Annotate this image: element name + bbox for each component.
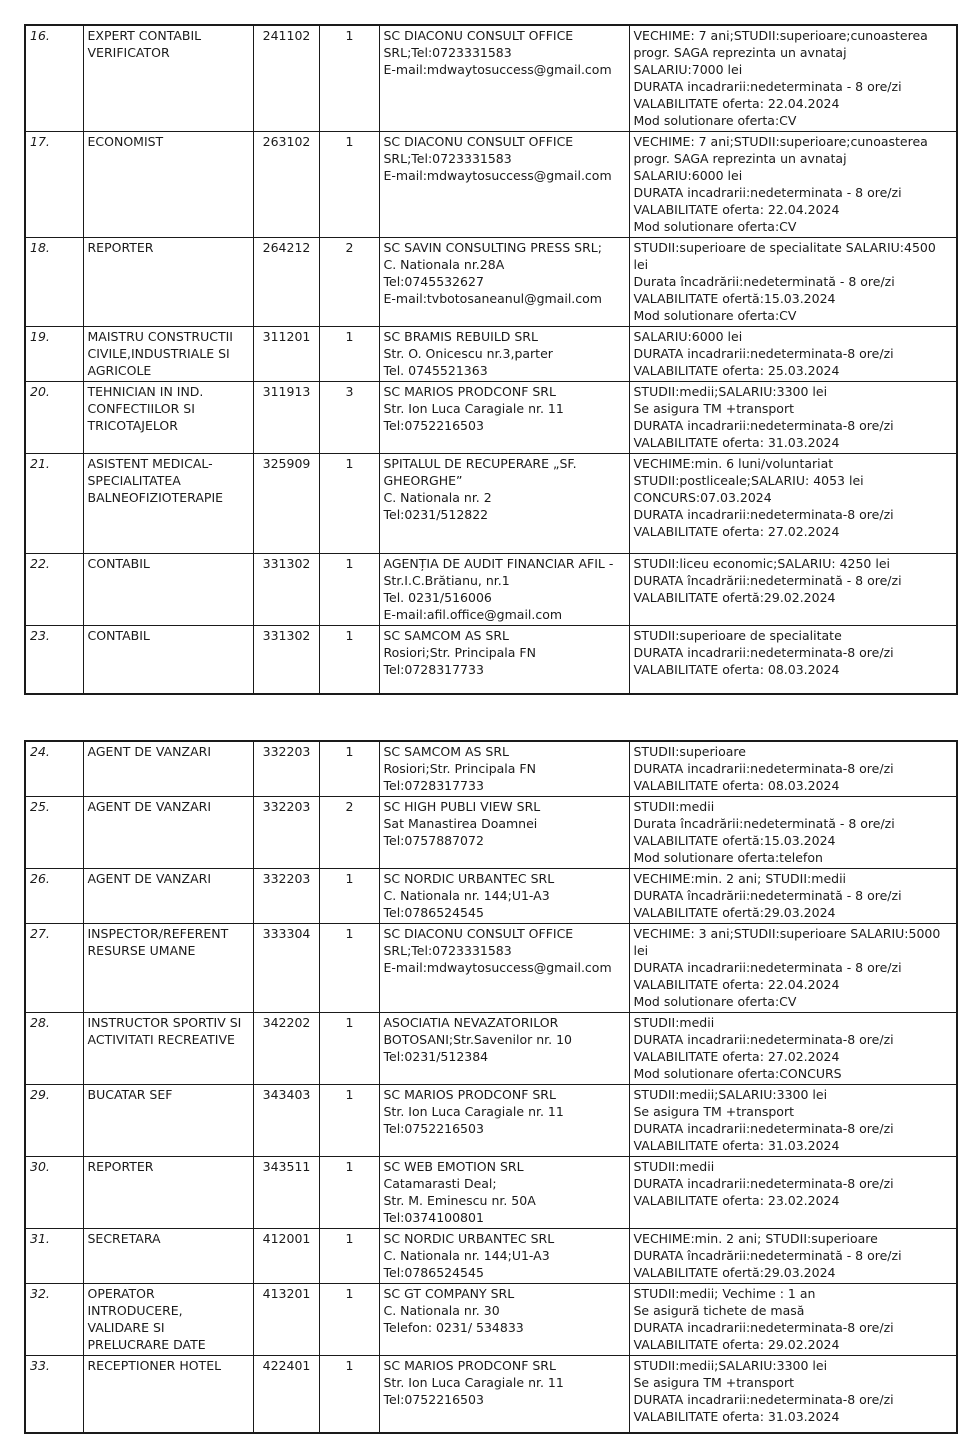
job-title: [83, 1084, 253, 1156]
employer-info: [379, 1355, 629, 1433]
vacancy-count: 1: [319, 132, 379, 238]
offer-details-line: DURATA incadrarii:nedeterminata-8 ore/zi: [634, 1175, 954, 1192]
offer-details-line: Se asigura TM +transport: [634, 400, 954, 417]
employer-info: [379, 1156, 629, 1228]
offer-details-line: VALABILITATE oferta: 31.03.2024: [634, 1137, 954, 1154]
offer-details: [629, 327, 957, 382]
table-row: [25, 327, 957, 382]
offer-details: [629, 1084, 957, 1156]
employer-info-line: GHEORGHE”: [384, 472, 626, 489]
row-number: 25.: [25, 796, 83, 868]
offer-details-line: Se asigura TM +transport: [634, 1103, 954, 1120]
employer-info-line: Sat Manastirea Doamnei: [384, 815, 626, 832]
offer-details-line: STUDII:liceu economic;SALARIU: 4250 lei: [634, 555, 954, 572]
occupation-code: 413201: [253, 1283, 319, 1355]
offer-details-line: CONCURS:07.03.2024: [634, 489, 954, 506]
offer-details-line: progr. SAGA reprezinta un avnataj: [634, 150, 954, 167]
occupation-code: 311913: [253, 382, 319, 454]
employer-info-line: Str.I.C.Brătianu, nr.1: [384, 572, 626, 589]
job-title: [83, 1228, 253, 1283]
employer-info-line: SC MARIOS PRODCONF SRL: [384, 383, 626, 400]
offer-details-line: SALARIU:6000 lei: [634, 167, 954, 184]
offer-details-line: VALABILITATE ofertă:15.03.2024: [634, 832, 954, 849]
employer-info-line: SC SAVIN CONSULTING PRESS SRL;: [384, 239, 626, 256]
job-title-line: EXPERT CONTABIL: [88, 27, 250, 44]
job-title: [83, 454, 253, 554]
offer-details-line: STUDII:superioare de specialitate: [634, 627, 954, 644]
job-title: [83, 382, 253, 454]
employer-info-line: SC DIACONU CONSULT OFFICE: [384, 27, 626, 44]
employer-info-line: Str. Ion Luca Caragiale nr. 11: [384, 1374, 626, 1391]
row-number: 19.: [25, 327, 83, 382]
employer-info-line: Tel:0728317733: [384, 661, 626, 678]
offer-details-line: VALABILITATE oferta: 27.02.2024: [634, 523, 954, 540]
row-number: 20.: [25, 382, 83, 454]
vacancy-count: 1: [319, 25, 379, 132]
job-title-line: SECRETARA: [88, 1230, 250, 1247]
vacancy-count: 2: [319, 238, 379, 327]
employer-info-line: Tel:0231/512822: [384, 506, 626, 523]
job-title-line: OPERATOR: [88, 1285, 250, 1302]
vacancy-count: 1: [319, 626, 379, 694]
offer-details-line: STUDII:postliceale;SALARIU: 4053 lei: [634, 472, 954, 489]
employer-info-line: SC BRAMIS REBUILD SRL: [384, 328, 626, 345]
occupation-code: 325909: [253, 454, 319, 554]
job-title-line: BALNEOFIZIOTERAPIE: [88, 489, 250, 506]
offer-details-line: DURATA incadrarii:nedeterminata - 8 ore/zi: [634, 959, 954, 976]
row-number: 21.: [25, 454, 83, 554]
employer-info-line: Str. O. Onicescu nr.3,parter: [384, 345, 626, 362]
occupation-code: 311201: [253, 327, 319, 382]
offer-details-line: VALABILITATE oferta: 22.04.2024: [634, 976, 954, 993]
employer-info: [379, 454, 629, 554]
employer-info-line: C. Nationala nr. 144;U1-A3: [384, 1247, 626, 1264]
vacancy-count: 1: [319, 1355, 379, 1433]
offer-details-line: VECHIME:min. 2 ani; STUDII:superioare: [634, 1230, 954, 1247]
offer-details: [629, 1355, 957, 1433]
employer-info: [379, 382, 629, 454]
job-title-line: PRELUCRARE DATE: [88, 1336, 250, 1353]
employer-info: [379, 1084, 629, 1156]
employer-info-line: AGENȚIA DE AUDIT FINANCIAR AFIL -: [384, 555, 626, 572]
vacancy-count: 1: [319, 1156, 379, 1228]
offer-details-line: VALABILITATE ofertă:15.03.2024: [634, 290, 954, 307]
occupation-code: 331302: [253, 626, 319, 694]
job-title-line: CONFECTIILOR SI: [88, 400, 250, 417]
row-number: 32.: [25, 1283, 83, 1355]
employer-info-line: Rosiori;Str. Principala FN: [384, 760, 626, 777]
occupation-code: 331302: [253, 554, 319, 626]
occupation-code: 264212: [253, 238, 319, 327]
employer-info-line: Tel:0752216503: [384, 1391, 626, 1408]
job-title-line: AGENT DE VANZARI: [88, 798, 250, 815]
table-row: [25, 25, 957, 132]
employer-info: [379, 238, 629, 327]
offer-details-line: STUDII:superioare de specialitate SALARIU:4500: [634, 239, 954, 256]
vacancy-count: 1: [319, 741, 379, 797]
job-title-line: ECONOMIST: [88, 133, 250, 150]
employer-info-line: SRL;Tel:0723331583: [384, 150, 626, 167]
offer-details-line: STUDII:medii;SALARIU:3300 lei: [634, 383, 954, 400]
job-title: [83, 1355, 253, 1433]
table-row: [25, 1355, 957, 1433]
offer-details-line: Mod solutionare oferta:CV: [634, 307, 954, 324]
offer-details-line: Se asigură tichete de masă: [634, 1302, 954, 1319]
job-title-line: BUCATAR SEF: [88, 1086, 250, 1103]
table-row: [25, 868, 957, 923]
offer-details-line: lei: [634, 942, 954, 959]
offer-details-line: Durata încadrării:nedeterminată - 8 ore/zi: [634, 273, 954, 290]
offer-details-line: VECHIME: 7 ani;STUDII:superioare;cunoasterea: [634, 133, 954, 150]
job-title-line: ASISTENT MEDICAL-: [88, 455, 250, 472]
offer-details-line: DURATA incadrarii:nedeterminata-8 ore/zi: [634, 345, 954, 362]
row-number: 31.: [25, 1228, 83, 1283]
offer-details-line: VALABILITATE oferta: 08.03.2024: [634, 661, 954, 678]
job-title-line: REPORTER: [88, 239, 250, 256]
job-title-line: ACTIVITATI RECREATIVE: [88, 1031, 250, 1048]
employer-info-line: Tel:0757887072: [384, 832, 626, 849]
offer-details-line: progr. SAGA reprezinta un avnataj: [634, 44, 954, 61]
occupation-code: 422401: [253, 1355, 319, 1433]
occupation-code: 333304: [253, 923, 319, 1012]
employer-info-line: C. Nationala nr. 144;U1-A3: [384, 887, 626, 904]
employer-info-line: SC MARIOS PRODCONF SRL: [384, 1357, 626, 1374]
employer-info-line: Telefon: 0231/ 534833: [384, 1319, 626, 1336]
offer-details: [629, 454, 957, 554]
employer-info-line: C. Nationala nr.28A: [384, 256, 626, 273]
job-title: [83, 1156, 253, 1228]
offer-details-line: VECHIME:min. 6 luni/voluntariat: [634, 455, 954, 472]
job-title-line: CONTABIL: [88, 627, 250, 644]
employer-info: [379, 554, 629, 626]
vacancy-count: 1: [319, 923, 379, 1012]
employer-info-line: SC MARIOS PRODCONF SRL: [384, 1086, 626, 1103]
row-number: 28.: [25, 1012, 83, 1084]
job-title-line: INSPECTOR/REFERENT: [88, 925, 250, 942]
job-title: [83, 1012, 253, 1084]
employer-info-line: SPITALUL DE RECUPERARE „SF.: [384, 455, 626, 472]
job-title: [83, 132, 253, 238]
offer-details-line: VALABILITATE ofertă:29.02.2024: [634, 589, 954, 606]
employer-info-line: E-mail:mdwaytosuccess@gmail.com: [384, 959, 626, 976]
employer-info-line: Tel:0374100801: [384, 1209, 626, 1226]
job-title: [83, 741, 253, 797]
vacancy-count: 1: [319, 1012, 379, 1084]
offer-details: [629, 1012, 957, 1084]
offer-details-line: VALABILITATE oferta: 31.03.2024: [634, 1408, 954, 1425]
employer-info-line: Rosiori;Str. Principala FN: [384, 644, 626, 661]
employer-info: [379, 132, 629, 238]
job-offers-table-lower: [24, 740, 958, 1434]
job-title-line: AGRICOLE: [88, 362, 250, 379]
offer-details-line: STUDII:medii: [634, 1014, 954, 1031]
offer-details-line: DURATA incadrarii:nedeterminata-8 ore/zi: [634, 1391, 954, 1408]
table-row: [25, 1228, 957, 1283]
employer-info-line: SC DIACONU CONSULT OFFICE: [384, 133, 626, 150]
employer-info-line: SRL;Tel:0723331583: [384, 942, 626, 959]
employer-info-line: Tel:0752216503: [384, 417, 626, 434]
employer-info-line: Tel. 0231/516006: [384, 589, 626, 606]
offer-details: [629, 238, 957, 327]
offer-details-line: DURATA incadrarii:nedeterminata - 8 ore/zi: [634, 184, 954, 201]
job-title-line: INSTRUCTOR SPORTIV SI: [88, 1014, 250, 1031]
employer-info-line: C. Nationala nr. 2: [384, 489, 626, 506]
table-row: [25, 454, 957, 554]
row-number: 24.: [25, 741, 83, 797]
employer-info-line: Tel:0231/512384: [384, 1048, 626, 1065]
employer-info-line: SRL;Tel:0723331583: [384, 44, 626, 61]
employer-info: [379, 1228, 629, 1283]
vacancy-count: 1: [319, 1228, 379, 1283]
employer-info: [379, 796, 629, 868]
offer-details-line: STUDII:medii;SALARIU:3300 lei: [634, 1086, 954, 1103]
offer-details: [629, 25, 957, 132]
employer-info-line: Tel:0728317733: [384, 777, 626, 794]
employer-info-line: SC GT COMPANY SRL: [384, 1285, 626, 1302]
row-number: 16.: [25, 25, 83, 132]
employer-info-line: E-mail:tvbotosaneanul@gmail.com: [384, 290, 626, 307]
occupation-code: 263102: [253, 132, 319, 238]
offer-details-line: VALABILITATE ofertă:29.03.2024: [634, 904, 954, 921]
offer-details-line: VALABILITATE ofertă:29.03.2024: [634, 1264, 954, 1281]
employer-info: [379, 923, 629, 1012]
offer-details: [629, 382, 957, 454]
employer-info-line: C. Nationala nr. 30: [384, 1302, 626, 1319]
table-row: [25, 1012, 957, 1084]
vacancy-count: 1: [319, 1084, 379, 1156]
table-row: [25, 796, 957, 868]
row-number: 29.: [25, 1084, 83, 1156]
offer-details-line: STUDII:medii: [634, 1158, 954, 1175]
table-row: [25, 382, 957, 454]
job-title-line: SPECIALITATEA: [88, 472, 250, 489]
job-title-line: INTRODUCERE,: [88, 1302, 250, 1319]
job-title-line: AGENT DE VANZARI: [88, 743, 250, 760]
employer-info-line: E-mail:mdwaytosuccess@gmail.com: [384, 167, 626, 184]
occupation-code: 343511: [253, 1156, 319, 1228]
row-number: 17.: [25, 132, 83, 238]
employer-info-line: SC DIACONU CONSULT OFFICE: [384, 925, 626, 942]
job-title-line: RESURSE UMANE: [88, 942, 250, 959]
employer-info-line: SC WEB EMOTION SRL: [384, 1158, 626, 1175]
employer-info-line: SC HIGH PUBLI VIEW SRL: [384, 798, 626, 815]
offer-details-line: DURATA încadrării:nedeterminată - 8 ore/zi: [634, 572, 954, 589]
offer-details-line: DURATA incadrarii:nedeterminata-8 ore/zi: [634, 760, 954, 777]
offer-details-line: DURATA incadrarii:nedeterminata-8 ore/zi: [634, 1120, 954, 1137]
job-title-line: AGENT DE VANZARI: [88, 870, 250, 887]
job-title-line: TEHNICIAN IN IND.: [88, 383, 250, 400]
offer-details-line: DURATA încadrării:nedeterminată - 8 ore/zi: [634, 887, 954, 904]
vacancy-count: 1: [319, 868, 379, 923]
offer-details-line: VALABILITATE oferta: 23.02.2024: [634, 1192, 954, 1209]
job-title-line: TRICOTAJELOR: [88, 417, 250, 434]
vacancy-count: 1: [319, 454, 379, 554]
occupation-code: 332203: [253, 741, 319, 797]
row-number: 30.: [25, 1156, 83, 1228]
offer-details-line: VECHIME: 3 ani;STUDII:superioare SALARIU:5000: [634, 925, 954, 942]
vacancy-count: 1: [319, 1283, 379, 1355]
job-title: [83, 796, 253, 868]
vacancy-count: 2: [319, 796, 379, 868]
row-number: 27.: [25, 923, 83, 1012]
offer-details-line: Durata încadrării:nedeterminată - 8 ore/zi: [634, 815, 954, 832]
employer-info-line: Str. M. Eminescu nr. 50A: [384, 1192, 626, 1209]
employer-info: [379, 741, 629, 797]
offer-details-line: DURATA incadrarii:nedeterminata-8 ore/zi: [634, 1319, 954, 1336]
offer-details-line: DURATA incadrarii:nedeterminata-8 ore/zi: [634, 1031, 954, 1048]
table-row: [25, 238, 957, 327]
offer-details-line: Se asigura TM +transport: [634, 1374, 954, 1391]
table-row: [25, 554, 957, 626]
employer-info-line: Tel:0752216503: [384, 1120, 626, 1137]
job-title-line: VALIDARE SI: [88, 1319, 250, 1336]
occupation-code: 412001: [253, 1228, 319, 1283]
job-title: [83, 25, 253, 132]
table-row: [25, 626, 957, 694]
employer-info-line: Tel:0786524545: [384, 904, 626, 921]
offer-details-line: DURATA incadrarii:nedeterminata-8 ore/zi: [634, 644, 954, 661]
offer-details-line: DURATA incadrarii:nedeterminata-8 ore/zi: [634, 506, 954, 523]
offer-details: [629, 626, 957, 694]
job-title: [83, 327, 253, 382]
employer-info-line: SC SAMCOM AS SRL: [384, 627, 626, 644]
offer-details-line: VALABILITATE oferta: 22.04.2024: [634, 201, 954, 218]
employer-info-line: SC SAMCOM AS SRL: [384, 743, 626, 760]
occupation-code: 332203: [253, 868, 319, 923]
table-row: [25, 741, 957, 797]
offer-details-line: STUDII:medii; Vechime : 1 an: [634, 1285, 954, 1302]
job-title: [83, 1283, 253, 1355]
job-title: [83, 923, 253, 1012]
row-number: 22.: [25, 554, 83, 626]
job-title-line: VERIFICATOR: [88, 44, 250, 61]
job-title: [83, 626, 253, 694]
employer-info-line: SC NORDIC URBANTEC SRL: [384, 1230, 626, 1247]
job-title-line: REPORTER: [88, 1158, 250, 1175]
offer-details-line: VALABILITATE oferta: 29.02.2024: [634, 1336, 954, 1353]
employer-info: [379, 25, 629, 132]
offer-details: [629, 1283, 957, 1355]
offer-details: [629, 1156, 957, 1228]
employer-info-line: Catamarasti Deal;: [384, 1175, 626, 1192]
occupation-code: 332203: [253, 796, 319, 868]
vacancy-count: 3: [319, 382, 379, 454]
row-number: 26.: [25, 868, 83, 923]
offer-details-line: Mod solutionare oferta:CV: [634, 218, 954, 235]
employer-info: [379, 868, 629, 923]
employer-info-line: Str. Ion Luca Caragiale nr. 11: [384, 1103, 626, 1120]
table-row: [25, 1084, 957, 1156]
offer-details-line: DURATA incadrarii:nedeterminata-8 ore/zi: [634, 417, 954, 434]
vacancy-count: 1: [319, 554, 379, 626]
employer-info-line: Str. Ion Luca Caragiale nr. 11: [384, 400, 626, 417]
offer-details-line: lei: [634, 256, 954, 273]
table-gap: [24, 695, 956, 740]
offer-details: [629, 132, 957, 238]
employer-info: [379, 1283, 629, 1355]
job-title-line: RECEPTIONER HOTEL: [88, 1357, 250, 1374]
offer-details-line: Mod solutionare oferta:telefon: [634, 849, 954, 866]
offer-details-line: STUDII:medii: [634, 798, 954, 815]
offer-details-line: Mod solutionare oferta:CONCURS: [634, 1065, 954, 1082]
offer-details-line: STUDII:superioare: [634, 743, 954, 760]
employer-info-line: E-mail:mdwaytosuccess@gmail.com: [384, 61, 626, 78]
occupation-code: 241102: [253, 25, 319, 132]
offer-details-line: VALABILITATE oferta: 08.03.2024: [634, 777, 954, 794]
employer-info-line: Tel:0745532627: [384, 273, 626, 290]
employer-info: [379, 1012, 629, 1084]
employer-info: [379, 626, 629, 694]
offer-details: [629, 923, 957, 1012]
table-row: [25, 1156, 957, 1228]
employer-info-line: ASOCIATIA NEVAZATORILOR: [384, 1014, 626, 1031]
job-title: [83, 238, 253, 327]
job-title-line: CONTABIL: [88, 555, 250, 572]
row-number: 33.: [25, 1355, 83, 1433]
job-title: [83, 868, 253, 923]
offer-details: [629, 868, 957, 923]
offer-details-line: DURATA încadrării:nedeterminată - 8 ore/zi: [634, 1247, 954, 1264]
offer-details-line: STUDII:medii;SALARIU:3300 lei: [634, 1357, 954, 1374]
occupation-code: 342202: [253, 1012, 319, 1084]
offer-details-line: DURATA incadrarii:nedeterminata - 8 ore/zi: [634, 78, 954, 95]
offer-details: [629, 796, 957, 868]
row-number: 18.: [25, 238, 83, 327]
employer-info-line: E-mail:afil.office@gmail.com: [384, 606, 626, 623]
occupation-code: 343403: [253, 1084, 319, 1156]
vacancy-count: 1: [319, 327, 379, 382]
row-number: 23.: [25, 626, 83, 694]
job-offers-table-upper: [24, 24, 958, 695]
job-title-line: MAISTRU CONSTRUCTII: [88, 328, 250, 345]
offer-details: [629, 1228, 957, 1283]
employer-info-line: Tel:0786524545: [384, 1264, 626, 1281]
employer-info-line: SC NORDIC URBANTEC SRL: [384, 870, 626, 887]
job-title-line: CIVILE,INDUSTRIALE SI: [88, 345, 250, 362]
offer-details-line: VALABILITATE oferta: 22.04.2024: [634, 95, 954, 112]
offer-details: [629, 741, 957, 797]
offer-details-line: VECHIME: 7 ani;STUDII:superioare;cunoasterea: [634, 27, 954, 44]
employer-info: [379, 327, 629, 382]
offer-details-line: VALABILITATE oferta: 27.02.2024: [634, 1048, 954, 1065]
offer-details-line: VALABILITATE oferta: 31.03.2024: [634, 434, 954, 451]
table-row: [25, 132, 957, 238]
employer-info-line: BOTOSANI;Str.Savenilor nr. 10: [384, 1031, 626, 1048]
offer-details-line: VECHIME:min. 2 ani; STUDII:medii: [634, 870, 954, 887]
table-row: [25, 923, 957, 1012]
job-title: [83, 554, 253, 626]
table-row: [25, 1283, 957, 1355]
offer-details: [629, 554, 957, 626]
offer-details-line: SALARIU:6000 lei: [634, 328, 954, 345]
offer-details-line: SALARIU:7000 lei: [634, 61, 954, 78]
offer-details-line: Mod solutionare oferta:CV: [634, 993, 954, 1010]
offer-details-line: Mod solutionare oferta:CV: [634, 112, 954, 129]
offer-details-line: VALABILITATE oferta: 25.03.2024: [634, 362, 954, 379]
employer-info-line: Tel. 0745521363: [384, 362, 626, 379]
